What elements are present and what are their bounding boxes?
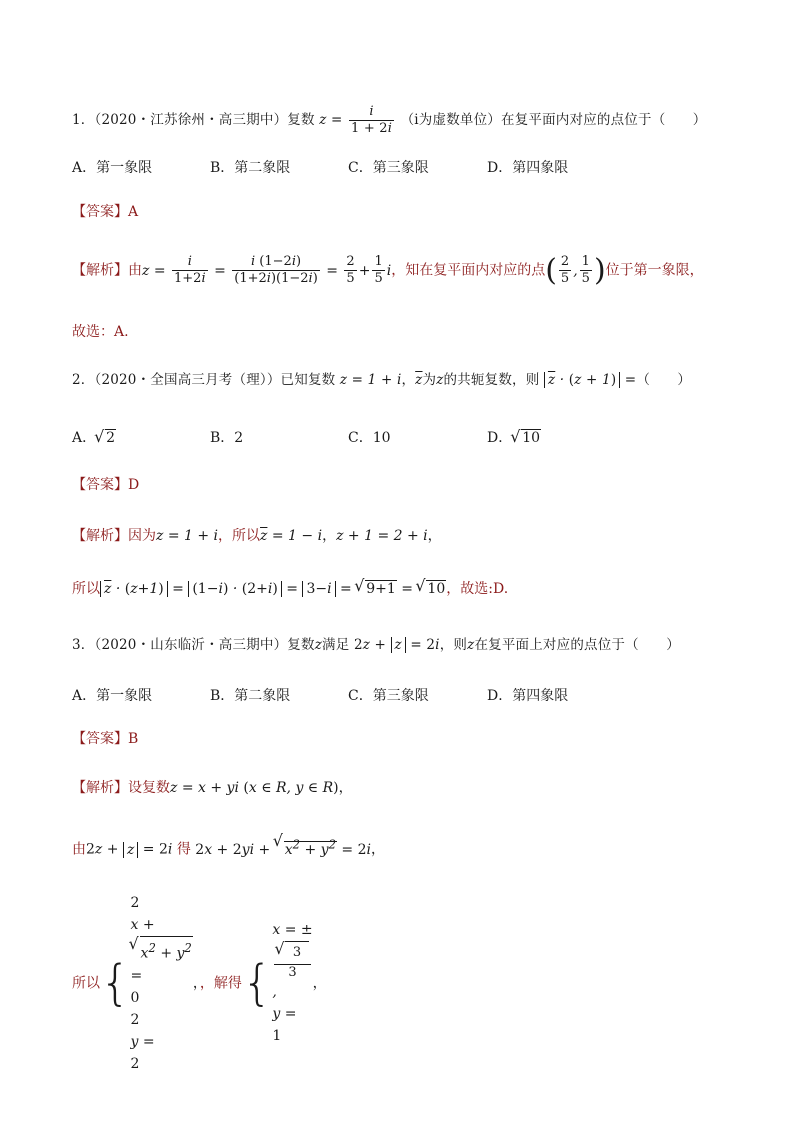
q3-line2-formula2: 2x + 2yi + √ $x^2 + y^2 = 2i$ [195, 842, 371, 858]
q2-stem-z: z [436, 372, 444, 388]
q2-analysis-line2 [72, 579, 508, 599]
q1-analysis-middle: ，知在复平面内对应的点 [391, 262, 546, 279]
q2-stem-zbar: $\overline{z}$ [415, 372, 423, 388]
q2-analysis-formula2: $\overline{z} = 1 - i$ [260, 528, 323, 544]
q1-stem-suffix: （i为虚数单位）在复平面内对应的点位于（ ） [400, 112, 707, 128]
q3-stem-prefix: 3．（2020・山东临沂・高三期中）复数 [72, 637, 315, 653]
q3-answer-value: B [128, 731, 139, 747]
q1-stem [72, 104, 707, 137]
q3-option-d: D．第四象限 [487, 688, 569, 704]
q3-line2-middle: 得 [176, 841, 191, 858]
q3-stem [72, 635, 680, 655]
q2-stem: 2．（2020・全国高三月考（理））已知复数 z = 1 + i，$\overline{z}$为z的共轭复数，则 $\overline{z} \cdot (z + 1)$ =（ ） [72, 372, 692, 388]
q1-answer-value: A [128, 204, 139, 220]
q2-analysis-formula3: z + 1 = 2 + i [336, 528, 428, 544]
q2-analysis-prefix: 因为 [128, 528, 156, 544]
q1-stem-formula: z = $\frac{i}{1 + 2i}$ [319, 104, 393, 136]
q3-line3-middle: ，解得 [199, 975, 242, 992]
q3-answer-label: 【答案】 [72, 731, 128, 747]
q2-option-a-sqrt: √ 2 [96, 430, 116, 446]
q2-stem-middle2: 的共轭复数，则 [443, 372, 540, 388]
q3-stem-z: z [314, 637, 323, 653]
q1-analysis-point: ( $\frac{2}{5}$ , $\frac{1}{5}$ ) [545, 252, 606, 288]
q2-stem-formula-abs: $\overline{z} \cdot (z + 1)$ = [544, 372, 636, 388]
q2-analysis-middle: ，所以 [218, 528, 261, 544]
q1-option-a: A．第一象限 [72, 160, 153, 176]
q1-analysis-prefix: 由 [128, 262, 142, 279]
q2-option-a [72, 427, 116, 447]
q1-analysis-formula: z = $\frac{i}{1+2i}$ = $\frac{i (1-2i)}{(1+2i)(1-2i)}$ = $\frac{2}{5}$ + $\frac{1}{5}$ i [142, 254, 392, 286]
q3-line3-prefix: 所以 [72, 975, 100, 992]
q1-option-c: C．第三象限 [348, 160, 429, 176]
q1-analysis [72, 254, 704, 287]
q2-answer-value: D [128, 477, 140, 493]
q2-analysis-label: 【解析】 [72, 528, 128, 544]
q1-stem-prefix: 1．（2020・江苏徐州・高三期中）复数 [72, 112, 315, 128]
q2-analysis: 【解析】因为z = 1 + i，所以$\overline{z} = 1 - i$，z + 1 = 2 + i， [72, 528, 442, 544]
q3-option-c: C．第三象限 [348, 688, 429, 704]
q2-stem-prefix: 2．（2020・全国高三月考（理））已知复数 [72, 372, 336, 388]
q2-analysis-line2-prefix: 所以 [72, 581, 100, 597]
q2-answer-label: 【答案】 [72, 477, 128, 493]
q3-analysis-label: 【解析】 [72, 780, 128, 796]
q2-option-d-label: D． [487, 430, 513, 446]
q2-stem-suffix: （ ） [636, 372, 692, 388]
q2-analysis-line2-suffix: ，故选:D. [446, 581, 509, 597]
q2-option-c: C．10 [348, 430, 391, 446]
q3-analysis-formula: z = x + yi (x ∈ R, y ∈ R) [170, 780, 339, 796]
q3-analysis-line2: 由2z + z = 2i 得 2x + 2yi + √ $x^2 + y^2 = 2i$， [72, 834, 385, 860]
q3-line3-system2: { x = ± √ 3 3 , y = 1 [242, 975, 313, 991]
q2-analysis-formula1: z = 1 + i [156, 528, 219, 544]
q2-answer [72, 475, 139, 495]
q1-answer-label: 【答案】 [72, 204, 128, 220]
q2-option-d [487, 427, 541, 447]
q2-option-a-label: A． [72, 430, 97, 446]
q3-answer [72, 729, 138, 749]
q1-analysis-label: 【解析】 [72, 262, 128, 279]
q3-analysis: 【解析】设复数z = x + yi (x ∈ R, y ∈ R)， [72, 780, 353, 796]
q3-analysis-line3: 所以{ 2 x + √ $x^2 + y^2$ = 0 2 y = 2 ，，解得{ x = ± √ 3 3 , y = 1 ， [72, 892, 327, 1075]
q1-option-b: B．第二象限 [210, 160, 291, 176]
q1-option-d: D．第四象限 [487, 160, 569, 176]
q3-stem-middle2: ，则 [439, 637, 468, 653]
q3-line3-system1: { 2 x + √ $x^2 + y^2$ = 0 2 y = 2 [100, 975, 193, 991]
q2-stem-formula-z: z = 1 + i [339, 372, 402, 388]
q1-analysis-suffix: 位于第一象限， [605, 262, 704, 279]
q2-option-d-sqrt: √ 10 [512, 430, 541, 446]
q3-option-b: B．第二象限 [210, 688, 291, 704]
q2-stem-middle: 为 [422, 372, 437, 388]
q2-option-b: B．2 [210, 430, 244, 446]
q3-line2-prefix: 由 [72, 841, 86, 858]
q2-analysis-line2-formula: $\overline{z} \cdot (z+1) = (1-i) \cdot (2+i) = 3-i$ = √ 9+1 = √ 10 [100, 581, 446, 597]
q3-option-a: A．第一象限 [72, 688, 153, 704]
q3-stem-middle: 满足 [322, 637, 350, 653]
q1-conclusion: 故选：A. [72, 324, 129, 340]
q3-line2-formula1: 2z + z = 2i [86, 841, 173, 858]
q3-stem-formula: 2z + z = 2i [353, 637, 440, 653]
q3-stem-z2: z [467, 637, 475, 653]
q1-answer [72, 202, 138, 222]
q3-stem-suffix: 在复平面上对应的点位于（ ） [474, 637, 680, 653]
q3-analysis-prefix: 设复数 [128, 780, 170, 796]
